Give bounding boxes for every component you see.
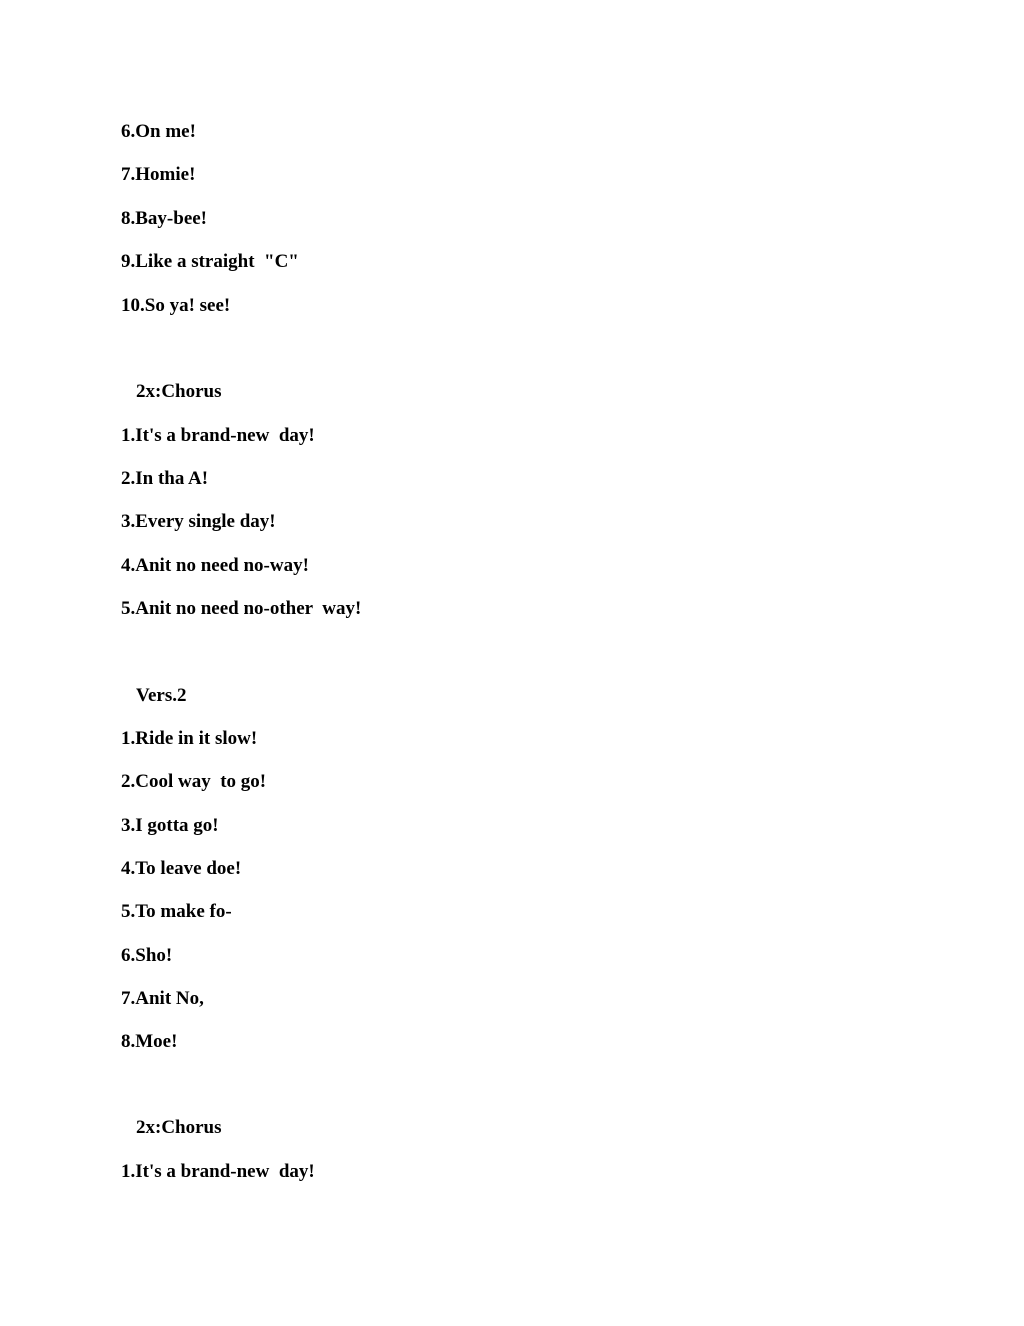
lyric-line: 2.Cool way to go! <box>121 771 267 792</box>
lyric-line: 9.Like a straight "C" <box>121 251 299 272</box>
section-heading-chorus: 2x:Chorus <box>136 381 222 402</box>
lyric-line: 10.So ya! see! <box>121 295 231 316</box>
lyric-line: 2.In tha A! <box>121 468 209 489</box>
lyric-line: 8.Bay-bee! <box>121 208 208 229</box>
lyric-line: 3.Every single day! <box>121 511 276 532</box>
lyric-line: 4.Anit no need no-way! <box>121 555 309 576</box>
lyric-line: 1.Ride in it slow! <box>121 728 258 749</box>
lyric-line: 1.It's a brand-new day! <box>121 1161 315 1182</box>
lyric-line: 7.Homie! <box>121 164 196 185</box>
lyric-line: 3.I gotta go! <box>121 815 219 836</box>
lyric-line: 5.Anit no need no-other way! <box>121 598 362 619</box>
lyric-line: 4.To leave doe! <box>121 858 242 879</box>
lyric-line: 7.Anit No, <box>121 988 204 1009</box>
lyric-line: 6.Sho! <box>121 945 173 966</box>
lyric-line: 6.On me! <box>121 121 196 142</box>
lyric-line: 1.It's a brand-new day! <box>121 425 315 446</box>
lyric-line: 5.To make fo- <box>121 901 232 922</box>
section-heading-chorus: 2x:Chorus <box>136 1117 222 1138</box>
section-heading-verse: Vers.2 <box>136 685 187 706</box>
lyric-line: 8.Moe! <box>121 1031 178 1052</box>
